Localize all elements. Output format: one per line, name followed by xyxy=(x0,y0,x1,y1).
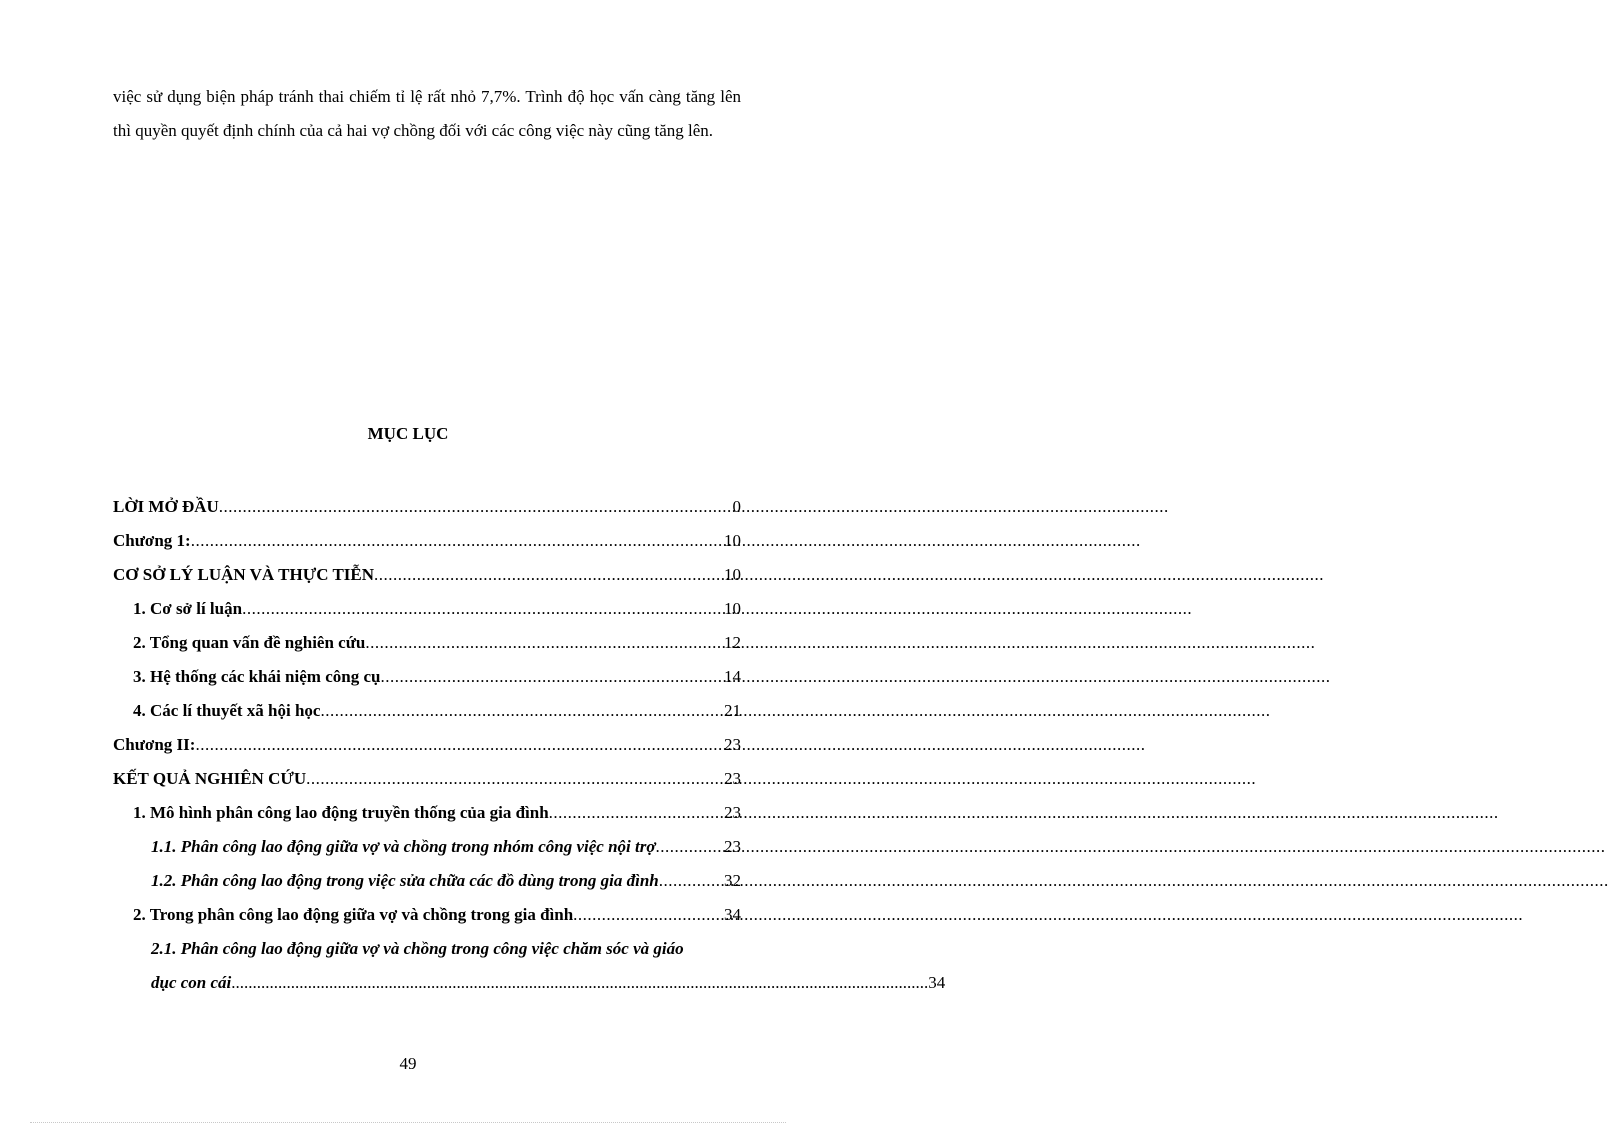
toc-entry-co-so-ly-luan[interactable] xyxy=(113,558,741,592)
toc-title: MỤC LỤC xyxy=(367,424,449,443)
toc-leader-dots xyxy=(549,796,724,830)
toc-entry-page: 23 xyxy=(724,769,741,788)
toc-entry-label: 1. Cơ sở lí luận xyxy=(133,599,243,618)
toc-entry-4-li-thuyet[interactable] xyxy=(113,694,741,728)
toc-leader-dots xyxy=(655,830,724,864)
toc-entry-page: 21 xyxy=(724,701,741,720)
toc-leader-dots xyxy=(195,728,724,762)
toc-entry-page: 23 xyxy=(724,837,741,856)
toc-entry-label: 2. Trong phân công lao động giữa vợ và chồng trong gia đình xyxy=(133,905,574,924)
toc-entry-ket-qua[interactable] xyxy=(113,762,741,796)
toc-entry-chuong-2[interactable] xyxy=(113,728,741,762)
toc-leader-dots: .................................................................................................................................................................... xyxy=(231,973,929,992)
toc-entry-page: 10 xyxy=(724,565,741,584)
toc-leader-dots xyxy=(306,762,724,796)
toc-leader-dots xyxy=(242,592,724,626)
toc-leader-dots xyxy=(659,864,724,898)
toc-entry-page: 23 xyxy=(724,735,741,754)
toc-leader-dots xyxy=(573,898,724,932)
toc-leader-dots xyxy=(380,660,724,694)
toc-entry-page: 0 xyxy=(732,497,741,516)
toc-entry-page: 34 xyxy=(928,973,946,992)
toc-entry-1-co-so-li-luan[interactable] xyxy=(113,592,741,626)
toc-entry-2-1-cham-soc[interactable] xyxy=(113,932,946,1000)
toc-entry-label: LỜI MỞ ĐẦU xyxy=(113,497,219,516)
toc-entry-loi-mo-dau[interactable] xyxy=(113,490,741,524)
toc-entry-page: 32 xyxy=(724,871,741,890)
table-of-contents xyxy=(113,490,946,1000)
toc-entry-chuong-1[interactable] xyxy=(113,524,741,558)
toc-entry-label: Chương 1: xyxy=(113,531,191,550)
toc-entry-3-khai-niem[interactable] xyxy=(113,660,741,694)
toc-entry-label: 1.2. Phân công lao động trong việc sửa chữa các đồ dùng trong gia đình xyxy=(151,871,659,890)
toc-entry-label: 4. Các lí thuyết xã hội học xyxy=(133,701,321,720)
toc-entry-label: 3. Hệ thống các khái niệm công cụ xyxy=(133,667,381,686)
toc-leader-dots xyxy=(374,558,724,592)
toc-entry-2-phan-cong[interactable] xyxy=(113,898,741,932)
toc-entry-1-mo-hinh[interactable] xyxy=(113,796,741,830)
toc-entry-page: 23 xyxy=(724,803,741,822)
toc-entry-label: CƠ SỞ LÝ LUẬN VÀ THỰC TIỄN xyxy=(113,565,375,584)
toc-entry-label: 2. Tổng quan vấn đề nghiên cứu xyxy=(133,633,366,652)
toc-entry-1-1-noi-tro[interactable] xyxy=(113,830,741,864)
toc-leader-dots xyxy=(320,694,724,728)
toc-entry-label: KẾT QUẢ NGHIÊN CỨU xyxy=(113,769,307,788)
toc-entry-page: 34 xyxy=(724,905,741,924)
toc-leader-dots xyxy=(191,524,724,558)
body-paragraph: việc sử dụng biện pháp tránh thai chiếm tỉ lệ rất nhỏ 7,7%. Trình độ học vấn càng tăng lên thì quyền quyết định chính của cả hai vợ chồng đối với các công việc này cũng tăng lên. xyxy=(113,87,741,140)
toc-entry-label: 1.1. Phân công lao động giữa vợ và chồng trong nhóm công việc nội trợ xyxy=(151,837,656,856)
toc-entry-label: Chương II: xyxy=(113,735,196,754)
toc-entry-page: 10 xyxy=(724,599,741,618)
toc-leader-dots xyxy=(365,626,724,660)
toc-entry-page: 10 xyxy=(724,531,741,550)
toc-leader-dots xyxy=(219,490,733,524)
toc-entry-2-tong-quan[interactable] xyxy=(113,626,741,660)
page-number: 49 xyxy=(399,1054,417,1073)
toc-entry-label-cont: dục con cái xyxy=(151,973,232,992)
toc-entry-1-2-sua-chua[interactable] xyxy=(113,864,741,898)
toc-entry-label: 1. Mô hình phân công lao động truyền thống của gia đình xyxy=(133,803,549,822)
toc-entry-page: 14 xyxy=(724,667,741,686)
toc-entry-page: 12 xyxy=(724,633,741,652)
toc-entry-label: 2.1. Phân công lao động giữa vợ và chồng trong công việc chăm sóc và giáo xyxy=(151,939,684,958)
